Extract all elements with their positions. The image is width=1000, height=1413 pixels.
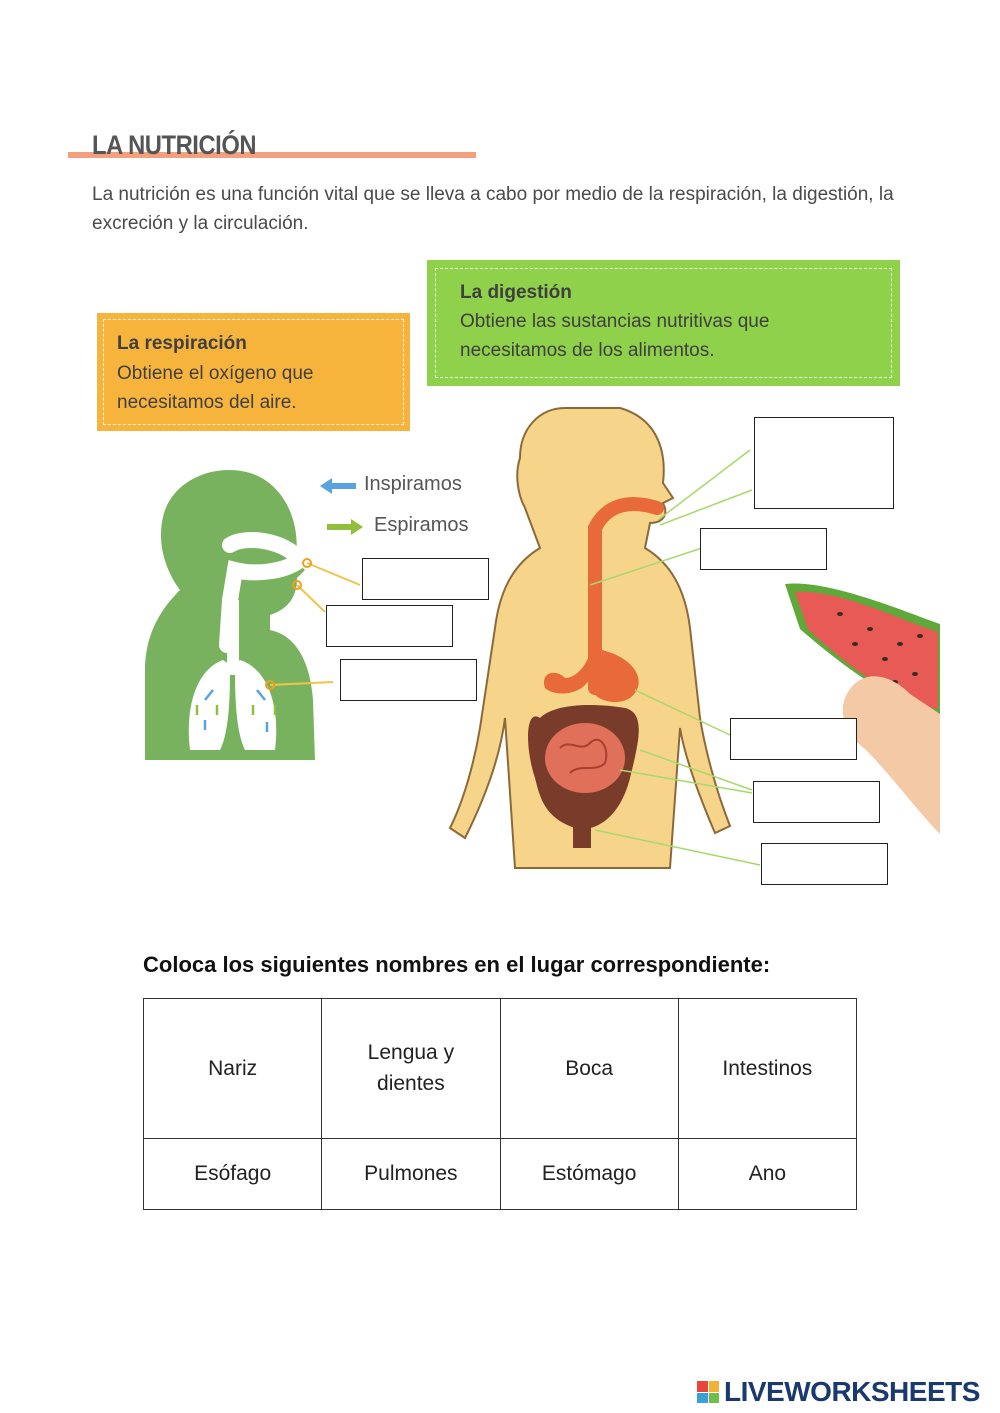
- inhale-arrow-icon: [318, 476, 358, 496]
- word-cell: Pulmones: [322, 1138, 500, 1209]
- intro-text: La nutrición es una función vital que se lleva a cabo por medio de la respiración, la digestión, la excreción y la circulación.: [92, 184, 894, 234]
- exhale-arrow-icon: [325, 517, 365, 537]
- answer-field[interactable]: [362, 558, 489, 600]
- page-title: LA NUTRICIÓN: [92, 130, 257, 160]
- digestion-title: La digestión: [460, 282, 572, 303]
- answer-field[interactable]: [761, 843, 888, 885]
- answer-field[interactable]: [730, 718, 857, 760]
- exhale-label: Espiramos: [374, 514, 469, 536]
- answer-field[interactable]: [754, 417, 894, 509]
- liveworksheets-logo-icon: [697, 1381, 719, 1403]
- respiration-box: [97, 313, 410, 431]
- word-cell: Estómago: [500, 1138, 678, 1209]
- liveworksheets-logo: LIVEWORKSHEETS: [724, 1376, 980, 1407]
- inhale-label: Inspiramos: [364, 473, 462, 495]
- word-cell: Nariz: [144, 999, 322, 1139]
- exercise-instruction: Coloca los siguientes nombres en el lugar correspondiente:: [143, 952, 771, 977]
- word-bank-table: [143, 998, 857, 1210]
- digestion-box: [427, 260, 900, 386]
- digestion-text: Obtiene las sustancias nutritivas que necesitamos de los alimentos.: [460, 311, 770, 361]
- respiration-text: Obtiene el oxígeno que necesitamos del aire.: [117, 363, 314, 413]
- word-cell: Esófago: [144, 1138, 322, 1209]
- word-cell: Ano: [678, 1138, 856, 1209]
- table-row: [144, 1138, 857, 1209]
- answer-field[interactable]: [700, 528, 827, 570]
- answer-field[interactable]: [340, 659, 477, 701]
- word-cell: Boca: [500, 999, 678, 1139]
- answer-field[interactable]: [326, 605, 453, 647]
- table-row: [144, 999, 857, 1139]
- word-cell: Lengua y dientes: [322, 999, 500, 1139]
- answer-field[interactable]: [753, 781, 880, 823]
- respiration-title: La respiración: [117, 333, 247, 354]
- word-cell: Intestinos: [678, 999, 856, 1139]
